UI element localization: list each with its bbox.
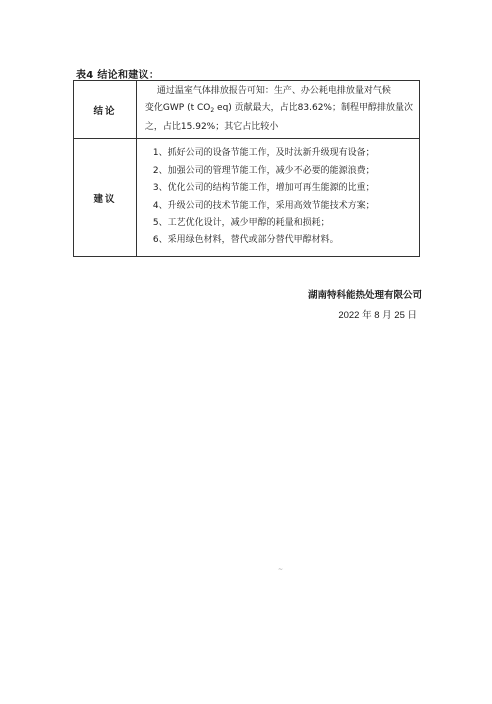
conclusion-label: 结论 <box>74 81 137 139</box>
suggestion-item: 4、升级公司的技术节能工作，采用高效节能技术方案； <box>152 200 375 211</box>
signature-date: 2022 年 8 月 25 日 <box>338 310 417 321</box>
suggestion-list <box>136 139 419 257</box>
co2-subscript: 2 <box>210 107 215 114</box>
suggestion-item: 3、优化公司的结构节能工作，增加可再生能源的比重； <box>152 183 375 194</box>
conclusion-line-1: 通过温室气体排放报告可知：生产、办公耗电排放量对气候 <box>156 86 391 96</box>
company-name: 湖南特科能热处理有限公司 <box>307 290 422 301</box>
conclusion-line-2 <box>145 100 413 119</box>
conclusion-line-2a: 变化GWP (t CO <box>144 103 211 113</box>
page-mark: ~ <box>278 566 284 573</box>
suggestion-item: 6、采用绿色材料，替代或部分替代甲醇材料。 <box>152 235 339 246</box>
conclusion-row <box>74 81 420 139</box>
suggestion-row <box>74 139 420 257</box>
suggestion-item: 5、工艺优化设计，减少甲醇的耗量和损耗； <box>152 217 330 228</box>
conclusions-table <box>73 80 420 257</box>
conclusion-line-3: 之，占比15.92%；其它占比较小 <box>144 122 279 132</box>
conclusion-line-2b: eq) 贡献最大，占比83.62%；制程甲醇排放量次 <box>214 103 413 113</box>
suggestion-item: 1、抓好公司的设备节能工作，及时汰新升级现有设备； <box>152 148 375 159</box>
suggestion-label: 建议 <box>74 139 137 257</box>
suggestion-item: 2、加强公司的管理节能工作，减少不必要的能源浪费； <box>152 165 375 176</box>
conclusion-text <box>136 81 419 139</box>
table-caption: 表4 结论和建议： <box>76 70 160 81</box>
